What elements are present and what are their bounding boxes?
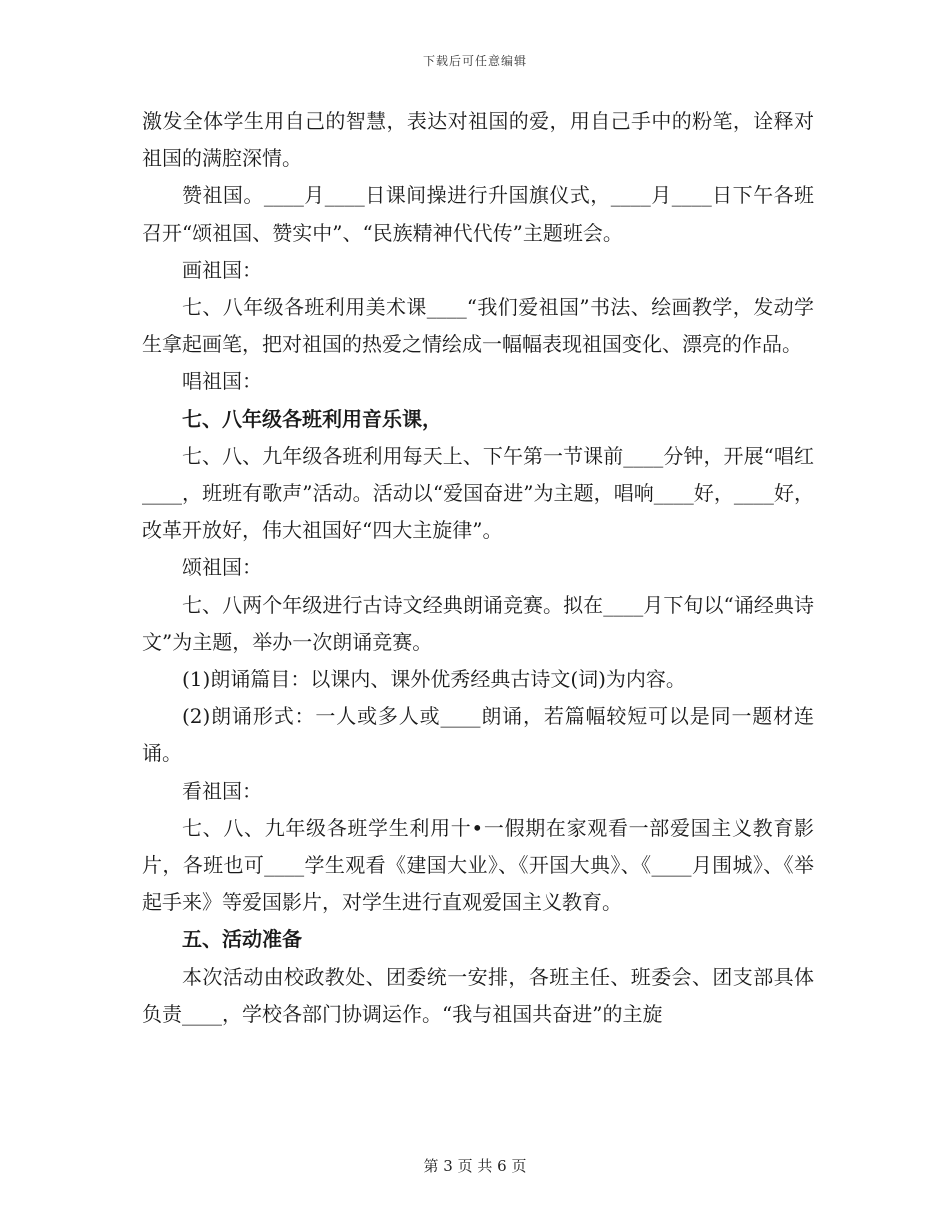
list-item-recite-form: (2)朗诵形式：一人或多人或____朗诵，若篇幅较短可以是同一题材连诵。 — [142, 704, 814, 766]
paragraph-sing-music: 七、八年级各班利用音乐课， — [182, 406, 442, 431]
page-header: 下载后可任意编辑 — [422, 54, 527, 68]
paragraph-paint-detail: 七、八年级各班利用美术课____“我们爱祖国”书法、绘画教学，发动学生拿起画笔，把对祖国的热爱之情绘成一幅幅表现祖国变化、漂亮的作品。 — [142, 295, 814, 357]
section-heading-sing: 唱祖国： — [182, 369, 262, 394]
section-heading-watch: 看祖国： — [182, 778, 262, 803]
paragraph-2: 赞祖国。____月____日课间操进行升国旗仪式，____月____日下午各班召开“颂祖国、赞实中”、“民族精神代代传”主题班会。 — [142, 183, 814, 245]
paragraph-preparation-detail: 本次活动由校政教处、团委统一安排，各班主任、班委会、团支部具体负责____，学校各部门协调运作。“我与祖国共奋进”的主旋 — [142, 964, 814, 1026]
document-body — [142, 103, 814, 1033]
paragraph-sing-detail: 七、八、九年级各班利用每天上、下午第一节课前____分钟，开展“唱红____，班班有歌声”活动。活动以“爱国奋进”为主题，唱响____好，____好，改革开放好，伟大祖国好“四大主旋律”。 — [142, 443, 814, 543]
list-item-recite-content: (1)朗诵篇目：以课内、课外优秀经典古诗文(词)为内容。 — [182, 667, 686, 692]
section-heading-preparation: 五、活动准备 — [182, 927, 302, 952]
section-heading-recite: 颂祖国： — [182, 555, 262, 580]
section-heading-paint: 画祖国： — [182, 257, 262, 282]
paragraph-watch-detail: 七、八、九年级各班学生利用十•一假期在家观看一部爱国主义教育影片，各班也可____学生观看《建国大业》、《开国大典》、《____月围城》、《举起手来》等爱国影片，对学生进行直观爱国主义教育。 — [142, 815, 814, 915]
page-footer: 第 3 页 共 6 页 — [423, 1157, 527, 1175]
paragraph-1: 激发全体学生用自己的智慧，表达对祖国的爱，用自己手中的粉笔，诠释对祖国的满腔深情。 — [142, 109, 814, 171]
paragraph-recite-detail: 七、八两个年级进行古诗文经典朗诵竞赛。拟在____月下旬以“诵经典诗文”为主题，举办一次朗诵竞赛。 — [142, 592, 814, 654]
